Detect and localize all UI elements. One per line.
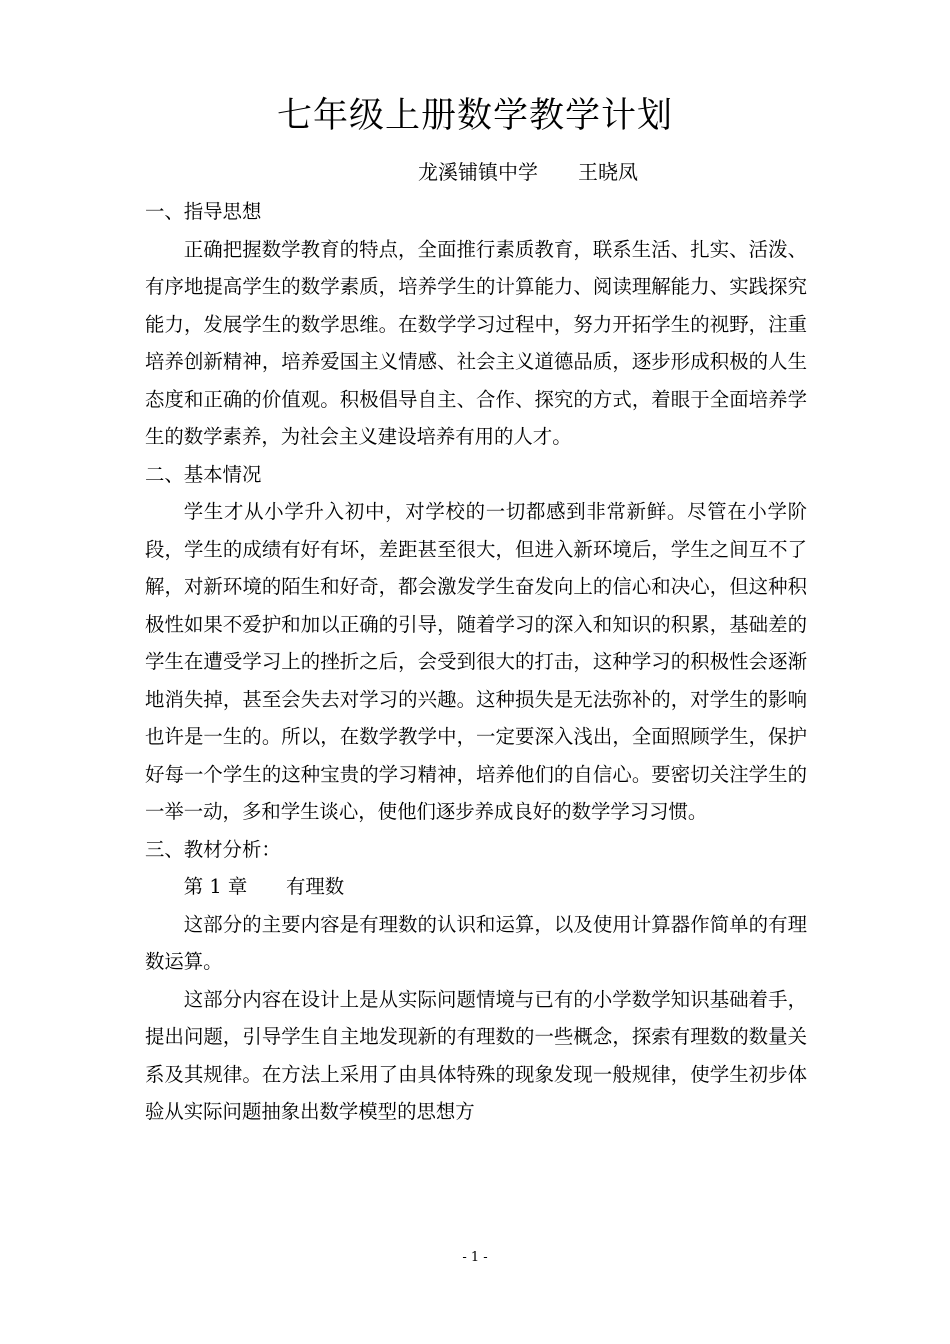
paragraph: 这部分的主要内容是有理数的认识和运算，以及使用计算器作简单的有理数运算。 [145, 912, 807, 973]
section-heading-textbook-analysis: 三、教材分析： [145, 837, 281, 861]
section-heading-basic-situation: 二、基本情况 [145, 462, 262, 486]
document-body [145, 193, 807, 1131]
page-number: - 1 - [462, 1250, 488, 1265]
section-heading-guiding-ideology: 一、指导思想 [145, 200, 262, 223]
chapter-heading: 第 1 章 有理数 [183, 875, 345, 898]
paragraph: 学生才从小学升入初中，对学校的一切都感到非常新鲜。尽管在小学阶段，学生的成绩有好有坏，差距甚至很大，但进入新环境后，学生之间互不了解，对新环境的陌生和好奇，都会激发学生奋发向上的信心和决心，但这种积极性如果不爱护和加以正确的引导，随着学习的深入和知识的积累，基础差的学生在遭受学习上的挫折之后，会受到很大的打击，这种学习的积极性会逐渐地消失掉，甚至会失去对学习的兴趣。这种损失是无法弥补的，对学生的影响也许是一生的。所以，在数学教学中，一定要深入浅出，全面照顾学生，保护好每一个学生的这种宝贵的学习精神，培养他们的自信心。要密切关注学生的一举一动，多和学生谈心，使他们逐步养成良好的数学学习习惯。 [145, 500, 807, 823]
paragraph: 正确把握数学教育的特点，全面推行素质教育，联系生活、扎实、活泼、有序地提高学生的数学素质，培养学生的计算能力、阅读理解能力、实践探究能力，发展学生的数学思维。在数学学习过程中，努力开拓学生的视野，注重培养创新精神，培养爱国主义情感、社会主义道德品质，逐步形成积极的人生态度和正确的价值观。积极倡导自主、合作、探究的方式，着眼于全面培养学生的数学素养，为社会主义建设培养有用的人才。 [145, 237, 807, 448]
document-title: 七年级上册数学教学计划 [276, 96, 673, 136]
paragraph: 这部分内容在设计上是从实际问题情境与已有的小学数学知识基础着手，提出问题，引导学生自主地发现新的有理数的一些概念，探索有理数的数量关系及其规律。在方法上采用了由具体特殊的现象发现一般规律，使学生初步体验从实际问题抽象出数学模型的思想方 [145, 987, 807, 1123]
author-line: 龙溪铺镇中学 王晓凤 [418, 160, 638, 184]
